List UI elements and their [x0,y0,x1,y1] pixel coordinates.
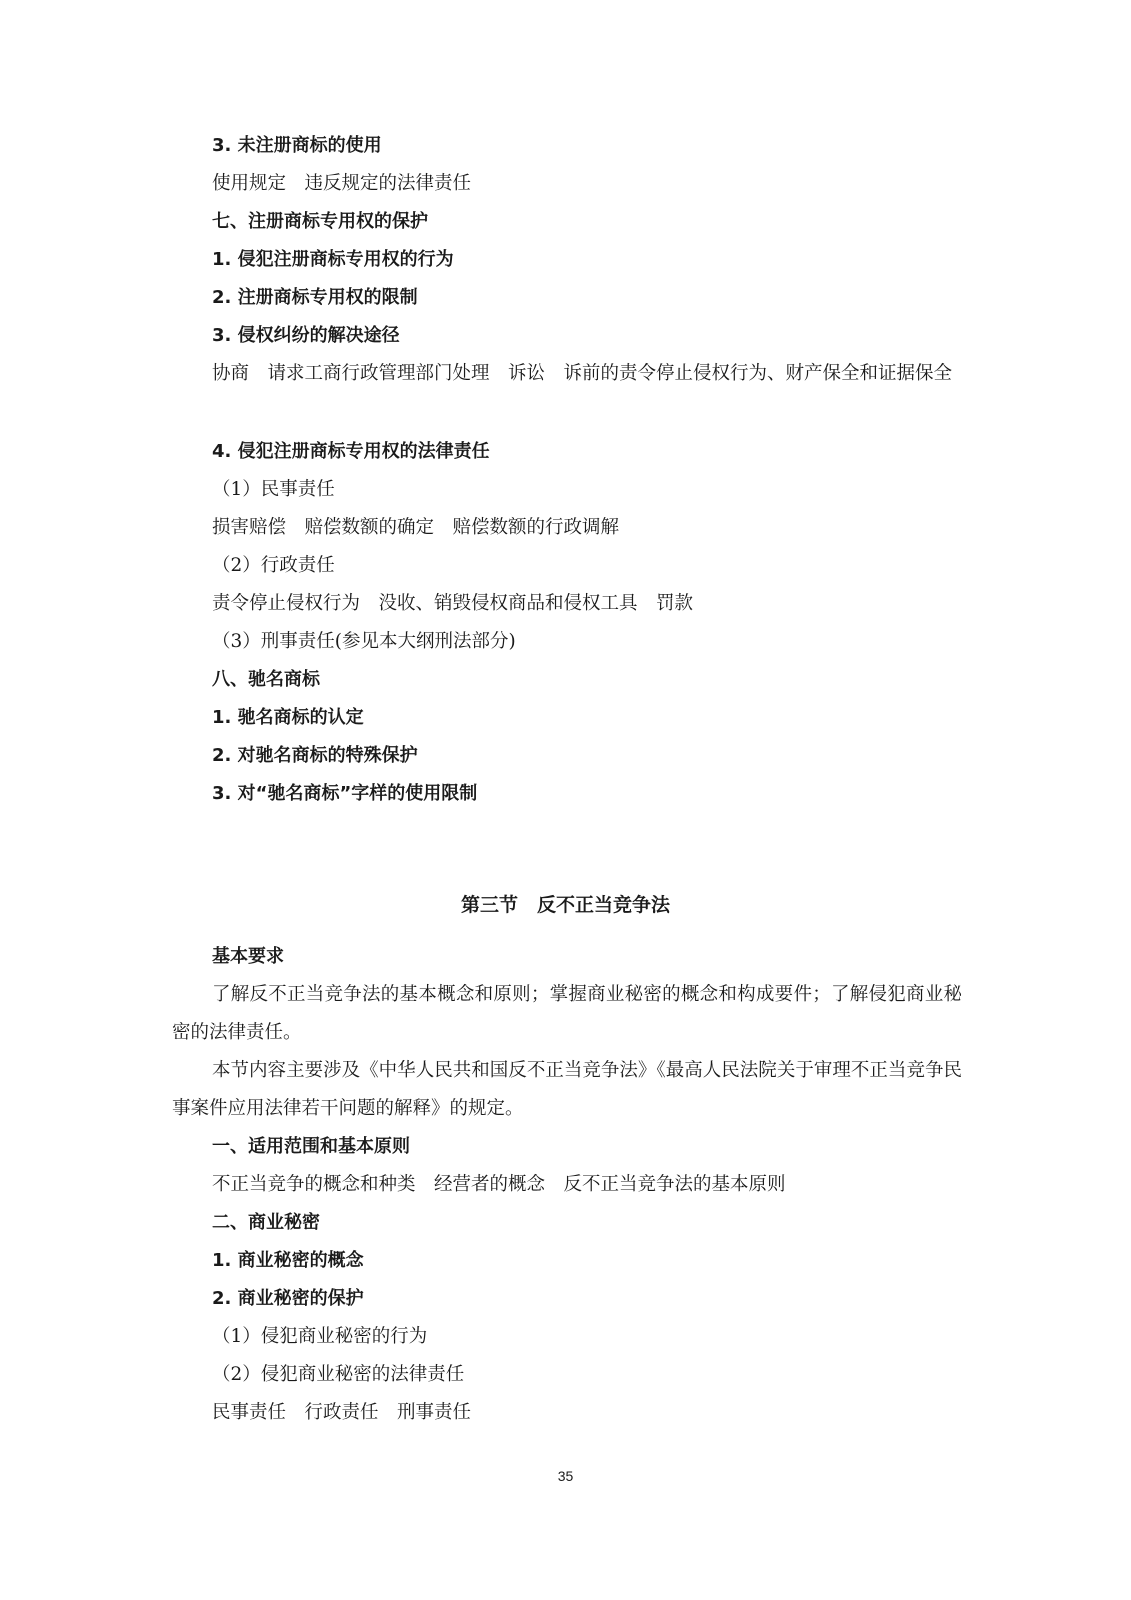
heading-dispute-resolution: 3. 侵权纠纷的解决途径 [212,325,400,346]
section-trademark-lines-2 [172,433,962,813]
heading-infringement-acts: 1. 侵犯注册商标专用权的行为 [212,249,454,270]
heading-scope-principles: 一、适用范围和基本原则 [212,1136,410,1157]
paragraph-scope: 本节内容主要涉及《中华人民共和国反不正当竞争法》《最高人民法院关于审理不正当竞争民事案件应用法律若干问题的解释》的规定。 [172,1060,962,1119]
text-use-rules: 使用规定 违反规定的法律责任 [212,173,472,194]
text-damages: 损害赔偿 赔偿数额的确定 赔偿数额的行政调解 [212,517,620,538]
text-concepts: 不正当竞争的概念和种类 经营者的概念 反不正当竞争法的基本原则 [212,1174,786,1195]
paragraph-dispute-resolution: 协商 请求工商行政管理部门处理 诉讼 诉前的责令停止侵权行为、财产保全和证据保全 [212,363,953,384]
heading-trade-secret-protection: 2. 商业秘密的保护 [212,1288,364,1309]
text-infringement-liability: （2）侵犯商业秘密的法律责任 [212,1364,465,1385]
heading-recognition: 1. 驰名商标的认定 [212,707,364,728]
heading-right-limits: 2. 注册商标专用权的限制 [212,287,418,308]
section-trademark-lines-1 [172,127,962,393]
text-administrative-measures: 责令停止侵权行为 没收、销毁侵权商品和侵权工具 罚款 [212,593,694,614]
text-infringing-acts: （1）侵犯商业秘密的行为 [212,1326,428,1347]
heading-legal-liability: 4. 侵犯注册商标专用权的法律责任 [212,441,490,462]
text-administrative-liability: （2）行政责任 [212,555,335,576]
heading-well-known-trademark: 八、驰名商标 [212,669,320,690]
text-criminal-liability: （3）刑事责任(参见本大纲刑法部分) [212,631,516,652]
section-title: 第三节 反不正当竞争法 [460,894,670,916]
paragraph-requirements: 了解反不正当竞争法的基本概念和原则；掌握商业秘密的概念和构成要件；了解侵犯商业秘密的法律责任。 [172,984,962,1043]
page-number: 35 [557,1468,574,1484]
text-civil-liability: （1）民事责任 [212,479,335,500]
heading-unregistered-trademark-use: 3. 未注册商标的使用 [212,135,382,156]
heading-usage-restriction: 3. 对“驰名商标”字样的使用限制 [212,783,478,804]
heading-basic-requirements: 基本要求 [212,946,284,967]
heading-trade-secrets: 二、商业秘密 [212,1212,320,1233]
section-unfair-competition [172,938,962,1432]
text-liability-types: 民事责任 行政责任 刑事责任 [212,1402,472,1423]
heading-special-protection: 2. 对驰名商标的特殊保护 [212,745,418,766]
heading-trademark-protection: 七、注册商标专用权的保护 [212,211,428,232]
heading-trade-secret-concept: 1. 商业秘密的概念 [212,1250,364,1271]
